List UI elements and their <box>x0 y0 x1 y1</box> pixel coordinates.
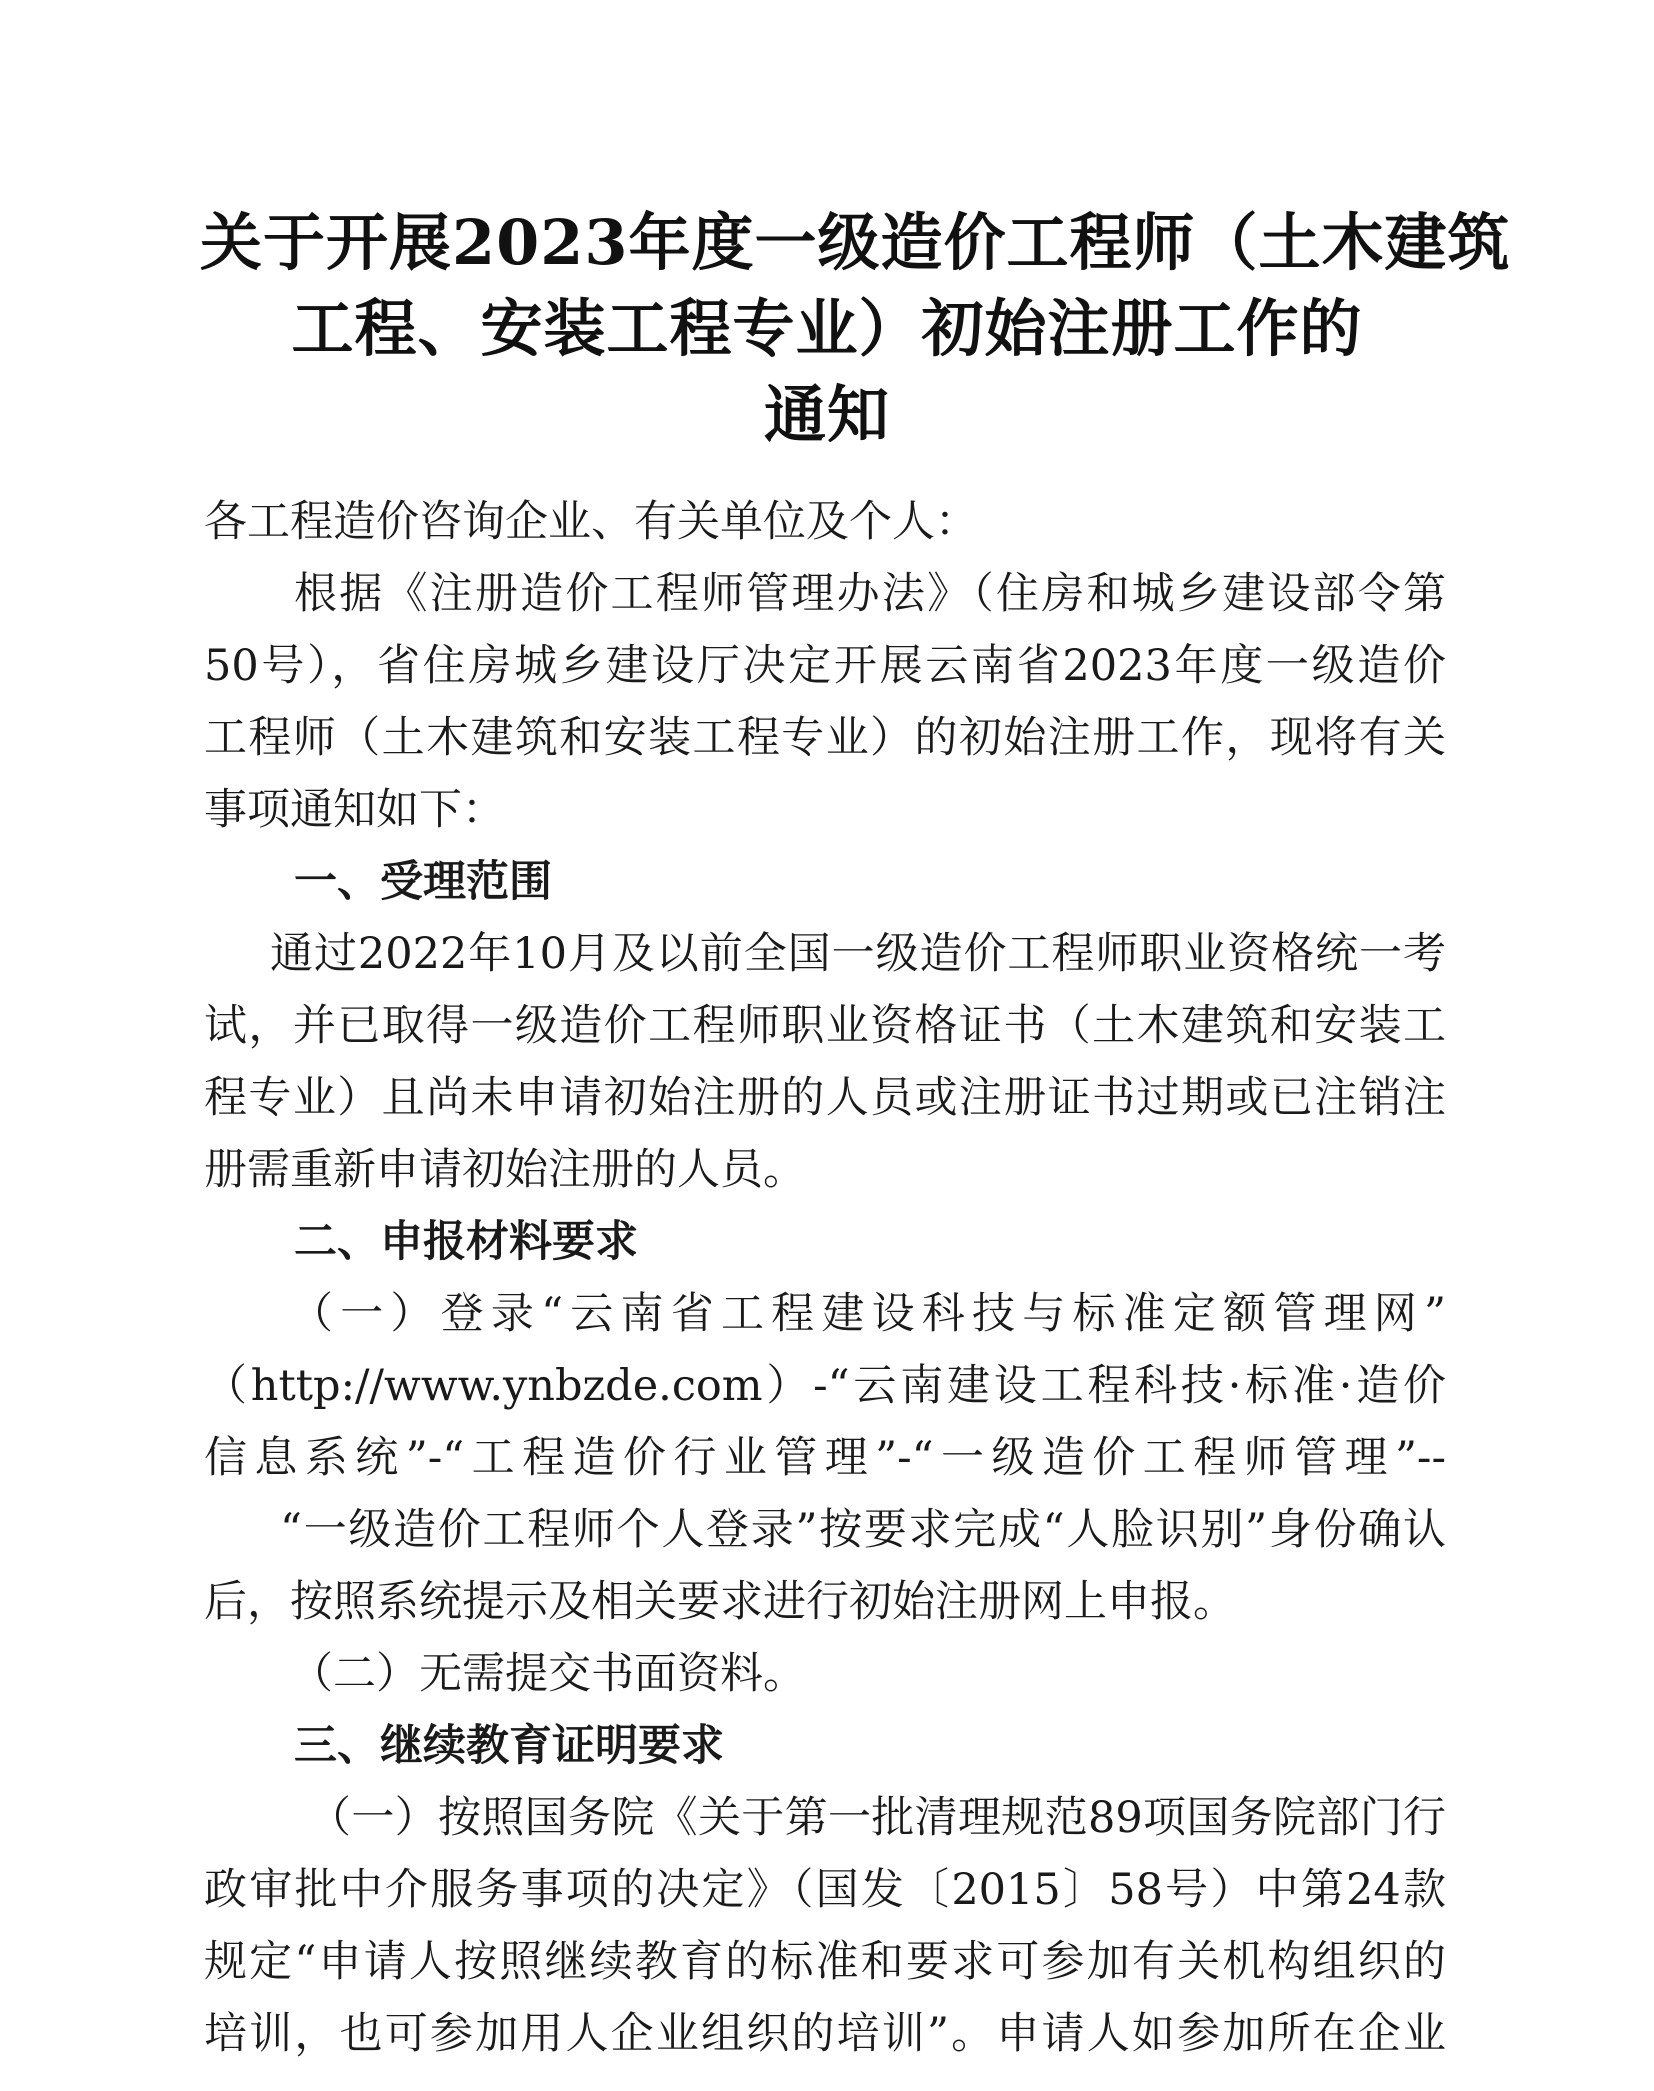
title-line-2: 工程、安装工程专业）初始注册工作的 <box>291 292 1363 365</box>
section2-item1-line: 后，按照系统提示及相关要求进行初始注册网上申报。 <box>204 1577 1236 1627</box>
section-heading-materials: 二、申报材料要求 <box>294 1217 638 1267</box>
intro-line: 根据《注册造价工程师管理办法》（住房和城乡建设部令第 <box>294 569 1446 619</box>
title-line-1: 关于开展2023年度一级造价工程师（土木建筑 <box>200 206 1511 279</box>
section-heading-education: 三、继续教育证明要求 <box>294 1721 724 1771</box>
intro-line: 50号），省住房城乡建设厅决定开展云南省2023年度一级造价 <box>204 641 1446 691</box>
section2-item1-line: 信息系统”-“工程造价行业管理”-“一级造价工程师管理”-- <box>204 1433 1446 1483</box>
title-line-3: 通知 <box>763 378 890 451</box>
section1-line: 册需重新申请初始注册的人员。 <box>204 1145 806 1195</box>
section3-line: 规定“申请人按照继续教育的标准和要求可参加有关机构组织的 <box>204 1937 1446 1987</box>
intro-line: 工程师（土木建筑和安装工程专业）的初始注册工作，现将有关 <box>204 713 1446 763</box>
section-heading-scope: 一、受理范围 <box>294 857 552 907</box>
salutation: 各工程造价咨询企业、有关单位及个人： <box>204 497 978 547</box>
intro-line: 事项通知如下： <box>204 785 505 835</box>
section2-item1-line: （一）登录“云南省工程建设科技与标准定额管理网” <box>290 1289 1446 1339</box>
section3-line: 政审批中介服务事项的决定》（国发〔2015〕58号）中第24款 <box>204 1865 1446 1915</box>
document-title <box>200 200 1511 458</box>
section3-line: （一）按照国务院《关于第一批清理规范89项国务院部门行 <box>308 1793 1446 1843</box>
document-body <box>204 486 1446 2070</box>
section1-line: 通过2022年10月及以前全国一级造价工程师职业资格统一考 <box>270 929 1446 979</box>
section2-item1-line: （http://www.ynbzde.com）-“云南建设工程科技·标准·造价 <box>204 1361 1446 1411</box>
section1-line: 程专业）且尚未申请初始注册的人员或注册证书过期或已注销注 <box>204 1073 1446 1123</box>
section3-line: 培训，也可参加用人企业组织的培训”。申请人如参加所在企业 <box>204 2009 1446 2059</box>
section2-item1-line: “一级造价工程师个人登录”按要求完成“人脸识别”身份确认 <box>280 1505 1446 1555</box>
section2-item2: （二）无需提交书面资料。 <box>290 1649 806 1699</box>
section1-line: 试，并已取得一级造价工程师职业资格证书（土木建筑和安装工 <box>204 1001 1446 1051</box>
